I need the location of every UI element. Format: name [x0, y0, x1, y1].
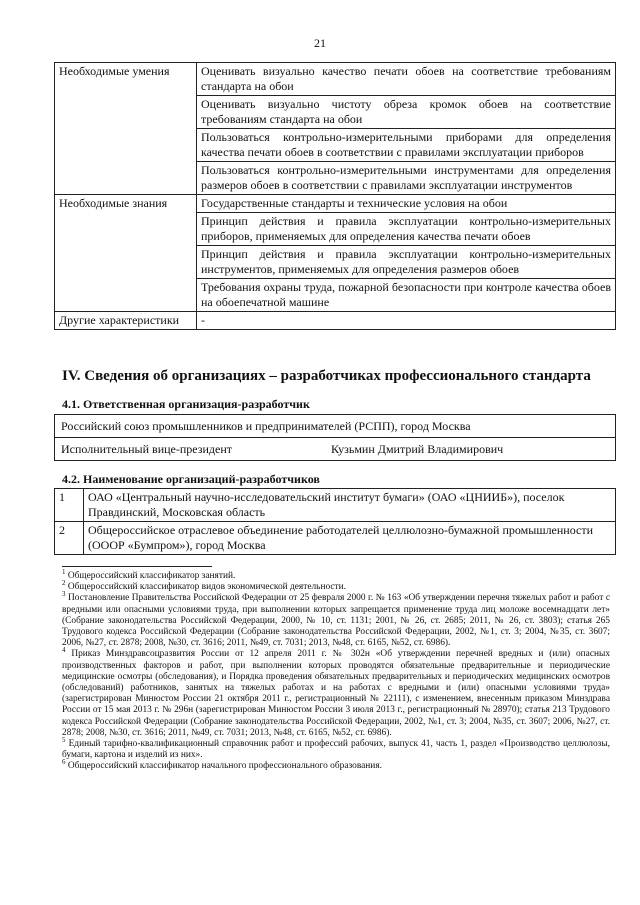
developer-org: ОАО «Центральный научно-исследовательский институт бумаги» (ОАО «ЦНИИБ»), поселок Правдинский, Московская область: [84, 489, 616, 522]
knowledge-item: Требования охраны труда, пожарной безопасности при контроле качества обоев на обоепечатной машине: [197, 279, 616, 312]
skills-knowledge-table: [54, 62, 616, 330]
footnote: [62, 758, 610, 772]
knowledge-label: Необходимые знания: [55, 195, 197, 312]
responsible-heading: 4.1. Ответственная организация-разработчик: [62, 397, 310, 411]
footnote-mark: 4: [62, 646, 66, 655]
responsible-org-table: [54, 414, 616, 461]
table-row: [55, 195, 616, 213]
footnote-mark: 5: [62, 735, 66, 744]
responsible-org-name: Российский союз промышленников и предпринимателей (РСПП), город Москва: [55, 415, 616, 438]
knowledge-item: Принцип действия и правила эксплуатации контрольно-измерительных инструментов, применяемых для определения размеров обоев: [197, 246, 616, 279]
footnote: [62, 579, 610, 593]
footnote-text: Единый тарифно-квалификационный справочник работ и профессий рабочих, выпуск 41, часть 1, раздел «Производство целлюлозы, бумаги, картона и изделий из них».: [62, 739, 611, 761]
skill-item: Оценивать визуально чистоту обреза кромок обоев на соответствие требованиям стандарта на обои: [197, 96, 616, 129]
footnote-divider: [62, 566, 212, 567]
skill-item: Пользоваться контрольно-измерительными инструментами для определения размеров обоев в соответствии с правилами эксплуатации инструментов: [197, 162, 616, 195]
section-title: IV. Сведения об организациях – разработчиках профессионального стандарта: [62, 368, 591, 384]
footnote-mark: 1: [62, 567, 66, 576]
table-row: [55, 415, 616, 438]
footnote-mark: 6: [62, 758, 66, 767]
footnote-text: Общероссийский классификатор начального профессионального образования.: [67, 761, 382, 772]
row-number: 1: [55, 489, 84, 522]
developers-heading: 4.2. Наименование организаций-разработчиков: [62, 472, 320, 486]
footnote-mark: 2: [62, 579, 66, 588]
responsible-signatory: [55, 438, 616, 461]
signatory-name: Кузьмин Дмитрий Владимирович: [331, 442, 504, 456]
knowledge-item: Государственные стандарты и технические условия на обои: [197, 195, 616, 213]
table-row: [55, 522, 616, 555]
skills-label: Необходимые умения: [55, 63, 197, 195]
table-row: [55, 312, 616, 330]
footnote-mark: 3: [62, 590, 66, 599]
other-label: Другие характеристики: [55, 312, 197, 330]
skill-item: Пользоваться контрольно-измерительными приборами для определения качества печати обоев в соответствии с правилами эксплуатации приборов: [197, 129, 616, 162]
footnote: [62, 735, 611, 761]
developer-org: Общероссийское отраслевое объединение работодателей целлюлозно-бумажной промышленности (ОООР «Бумпром»), город Москва: [84, 522, 616, 555]
signatory-position: Исполнительный вице-президент: [61, 442, 233, 456]
table-row: [55, 63, 616, 96]
table-row: [55, 438, 616, 461]
footnote-text: Общероссийский классификатор занятий.: [67, 571, 236, 581]
footnote: [62, 646, 611, 739]
skill-item: Оценивать визуально качество печати обоев на соответствие требованиям стандарта на обои: [197, 63, 616, 96]
knowledge-item: Принцип действия и правила эксплуатации контрольно-измерительных приборов, применяемых для определения качества печати обоев: [197, 213, 616, 246]
footnote-text: Общероссийский классификатор видов экономической деятельности.: [67, 582, 347, 593]
developer-orgs-table: [54, 488, 616, 555]
footnote: [62, 590, 610, 649]
footnote: [62, 567, 610, 582]
footnotes: [62, 567, 611, 773]
page-number: 21: [314, 36, 326, 50]
footnote-text: Постановление Правительства Российской Федерации от 25 февраля 2000 г. № 163 «Об утверждении перечня тяжелых работ и работ с вредными или опасными условиями труда, при выполнении которых запрещается применение труда лиц моложе восемнадцати лет» (Собрание законодательства Российской Федерации, 2000, № 10, ст. 1131; 2001, № 26, ст. 2685; 2011, № 26, ст. 3803); статья 265 Трудового кодекса Российской Федерации (Собрание законодательства Российской Федерации, 2002, №1, ст. 3; 2004, №35, ст. 3607; 2006, №27, ст. 2878; 2008, №30, ст. 3616; 2011, №49, ст. 7031; 2013, №48, ст. 6165, №52, ст. 6986).: [62, 593, 610, 649]
row-number: 2: [55, 522, 84, 555]
other-value: -: [197, 312, 616, 330]
table-row: [55, 489, 616, 522]
footnote-text: Приказ Минздравсоцразвития России от 12 апреля 2011 г. № 302н «Об утверждении перечней вредных и (или) опасных производственных факторов и работ, при выполнении которых проводятся обязательные предварительные и периодические медицинские осмотры (обследования), и Порядка проведения обязательных предварительных и периодических медицинских осмотров (обследований) работников, занятых на тяжелых работах и на работах с вредными и (или) опасными условиями труда» (зарегистрирован Минюстом России 21 октября 2011 г., регистрационный № 22111), с изменением, внесенным приказом Минздрава России от 15 мая 2013 г. № 296н (зарегистрирован Минюстом России 3 июля 2013 г., регистрационный № 28970); статья 213 Трудового кодекса Российской Федерации (Собрание законодательства Российской Федерации, 2002, №1, ст. 3; 2004, №35, ст. 3607; 2006, №27, ст. 2878; 2008, №30, ст. 3616; 2011, №49, ст. 7031; 2013, №48, ст. 6165, №52, ст. 6986).: [62, 649, 611, 738]
